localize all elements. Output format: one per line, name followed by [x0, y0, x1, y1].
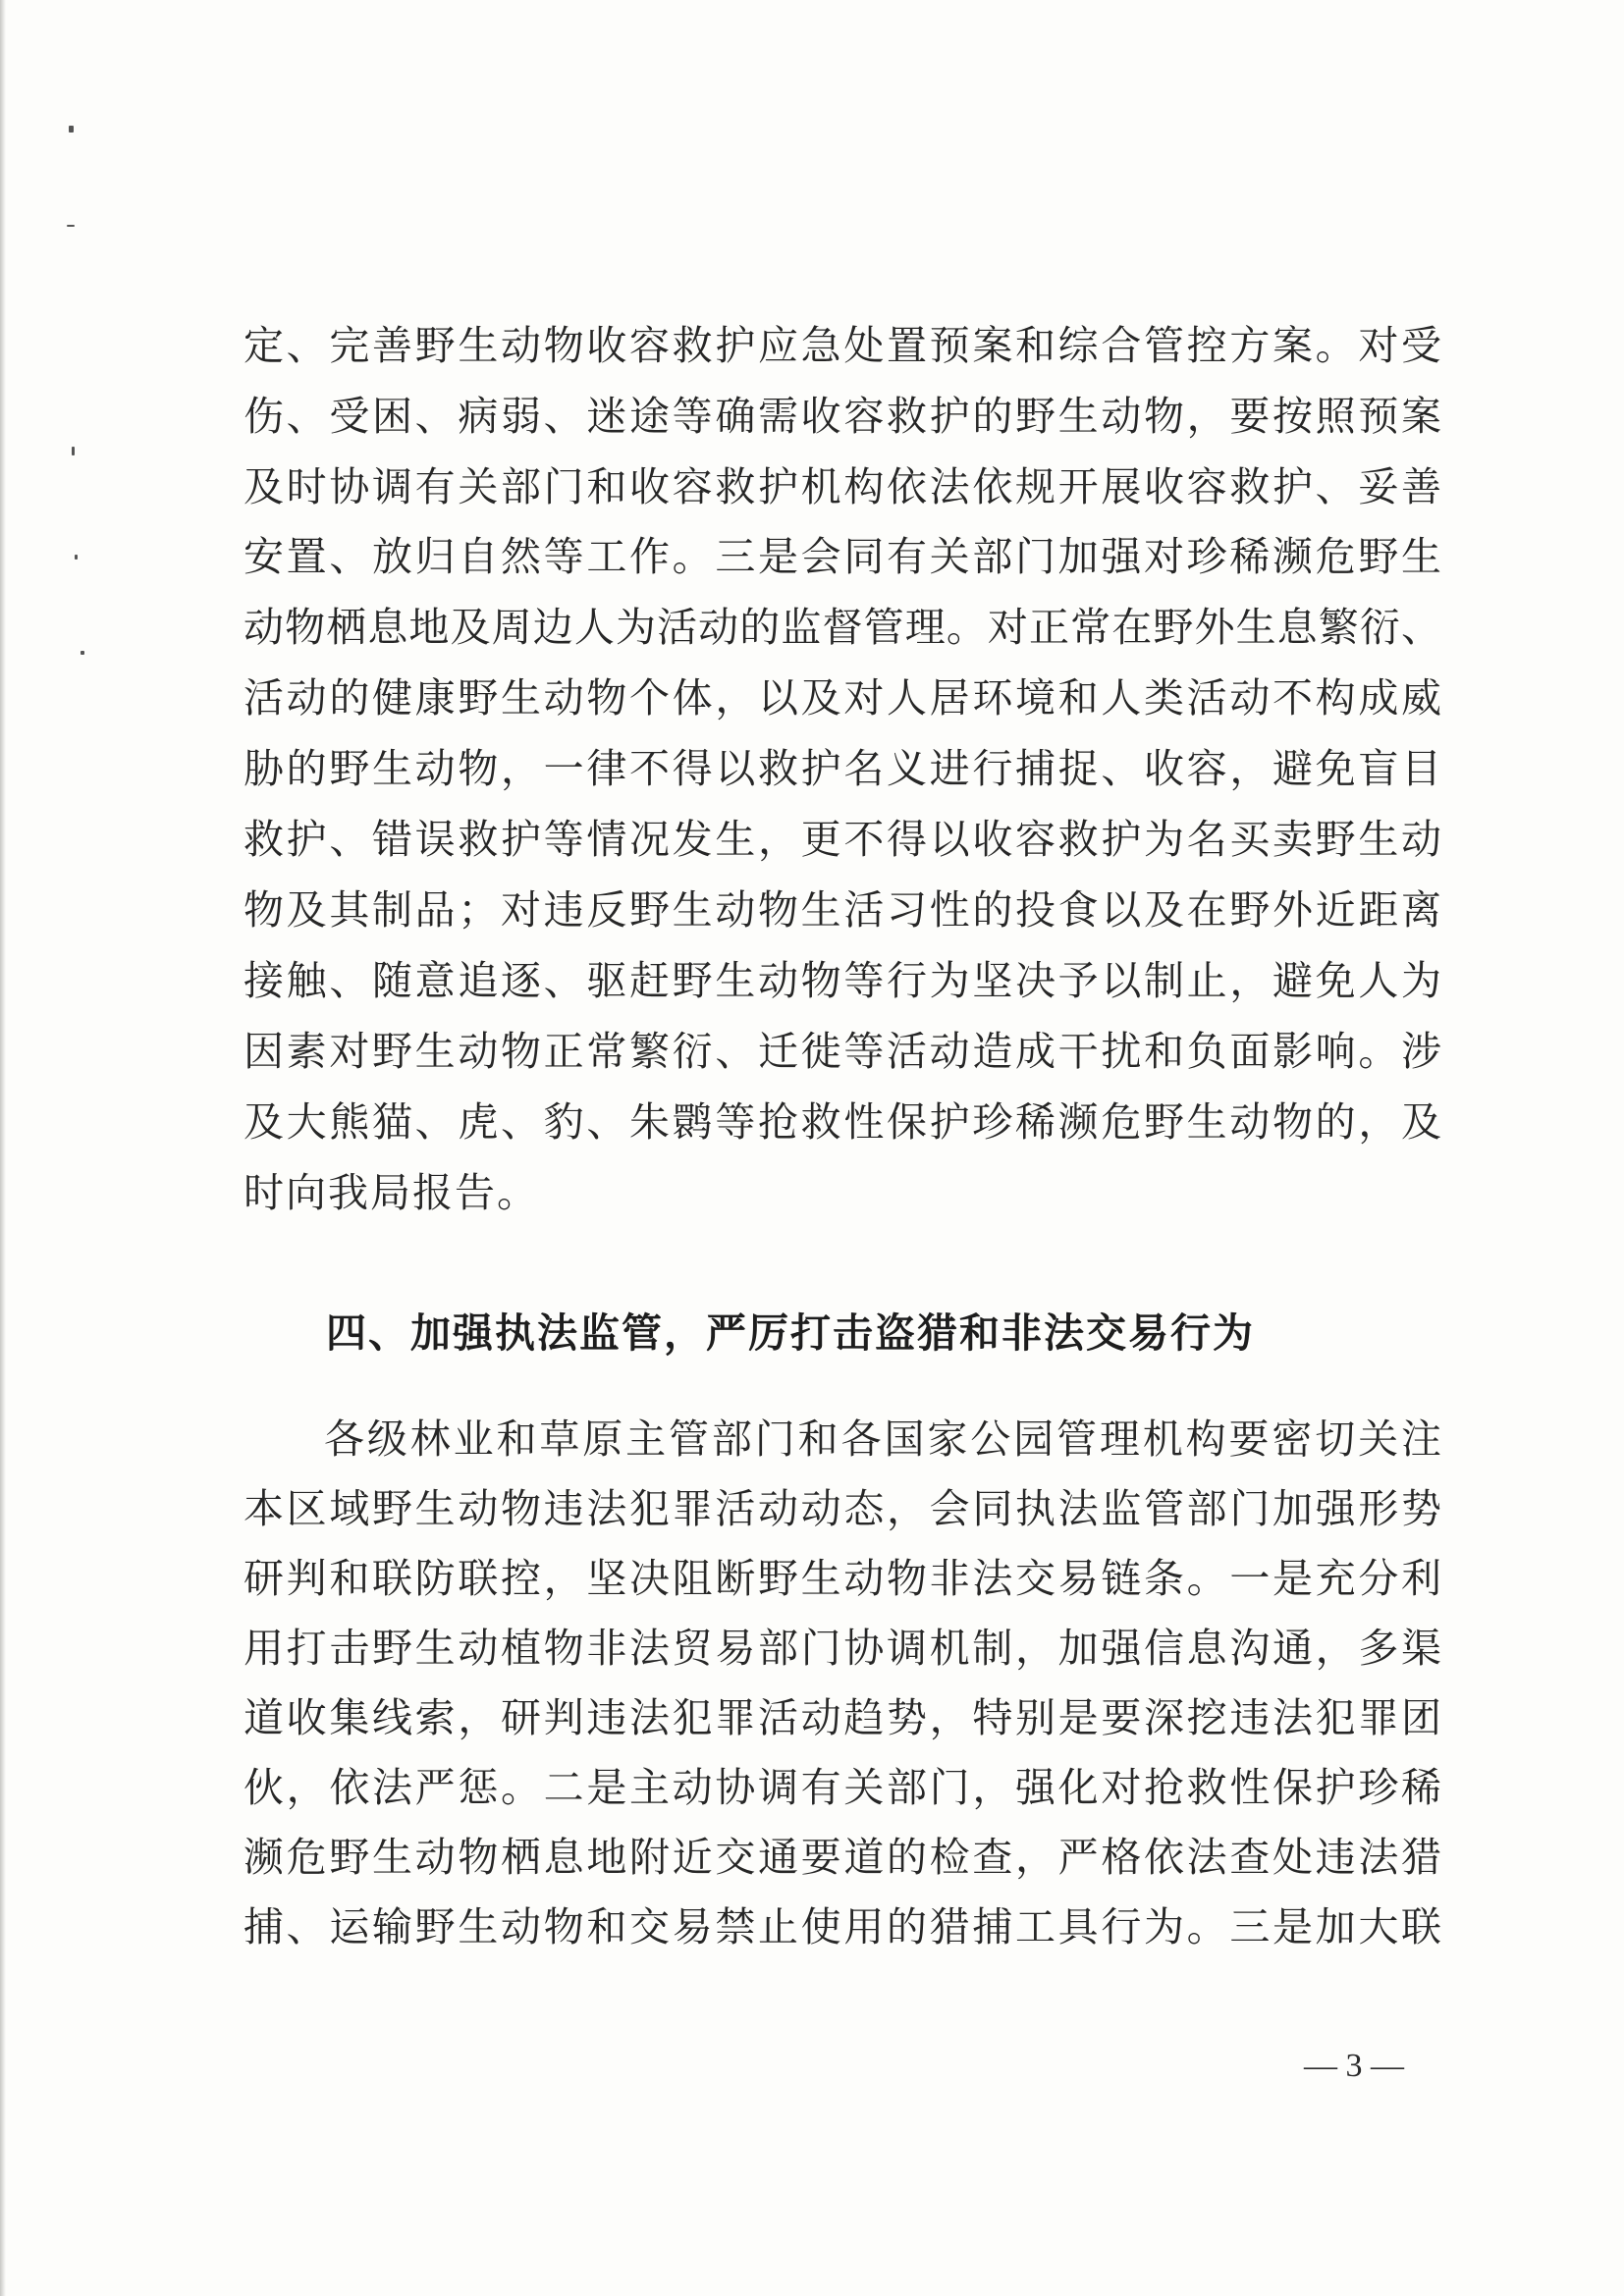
margin-mark — [75, 555, 78, 560]
margin-mark — [81, 651, 84, 655]
margin-mark — [69, 126, 74, 133]
body-line: 濒危野生动物栖息地附近交通要道的检查，严格依法查处违法猎 — [244, 1834, 1441, 1881]
body-line: 伙，依法严惩。二是主动协调有关部门，强化对抢救性保护珍稀 — [244, 1764, 1441, 1811]
body-line: 用打击野生动植物非法贸易部门协调机制，加强信息沟通，多渠 — [244, 1625, 1441, 1672]
body-line: 时向我局报告。 — [244, 1169, 539, 1216]
body-line: 救护、错误救护等情况发生，更不得以收容救护为名买卖野生动 — [244, 816, 1441, 863]
body-line: 道收集线索，研判违法犯罪活动趋势，特别是要深挖违法犯罪团 — [244, 1694, 1441, 1741]
body-line: 及大熊猫、虎、豹、朱鹮等抢救性保护珍稀濒危野生动物的，及 — [244, 1098, 1441, 1146]
scan-edge-shadow — [0, 0, 6, 2296]
body-line: 接触、随意追逐、驱赶野生动物等行为坚决予以制止，避免人为 — [244, 957, 1441, 1004]
body-line: 胁的野生动物，一律不得以救护名义进行捕捉、收容，避免盲目 — [244, 745, 1441, 792]
body-line: 本区域野生动物违法犯罪活动动态，会同执法监管部门加强形势 — [244, 1485, 1441, 1532]
body-line: 定、完善野生动物收容救护应急处置预案和综合管控方案。对受 — [244, 322, 1441, 369]
page-number: — 3 — — [1304, 2048, 1404, 2084]
margin-mark — [72, 447, 75, 455]
section-heading: 四、加强执法监管，严厉打击盗猎和非法交易行为 — [326, 1309, 1255, 1357]
body-line: 各级林业和草原主管部门和各国家公园管理机构要密切关注 — [324, 1415, 1441, 1463]
body-line: 物及其制品；对违反野生动物生活习性的投食以及在野外近距离 — [244, 886, 1441, 934]
body-line: 研判和联防联控，坚决阻断野生动物非法交易链条。一是充分利 — [244, 1555, 1441, 1602]
body-line: 伤、受困、病弱、迷途等确需收容救护的野生动物，要按照预案 — [244, 393, 1441, 440]
body-line: 捕、运输野生动物和交易禁止使用的猎捕工具行为。三是加大联 — [244, 1903, 1441, 1950]
body-line: 因素对野生动物正常繁衍、迁徙等活动造成干扰和负面影响。涉 — [244, 1028, 1441, 1075]
body-line: 活动的健康野生动物个体，以及对人居环境和人类活动不构成威 — [244, 674, 1441, 721]
body-line: 安置、放归自然等工作。三是会同有关部门加强对珍稀濒危野生 — [244, 533, 1441, 580]
body-line: 动物栖息地及周边人为活动的监督管理。对正常在野外生息繁衍、 — [244, 604, 1441, 651]
margin-mark — [67, 225, 75, 227]
body-line: 及时协调有关部门和收容救护机构依法依规开展收容救护、妥善 — [244, 463, 1441, 510]
